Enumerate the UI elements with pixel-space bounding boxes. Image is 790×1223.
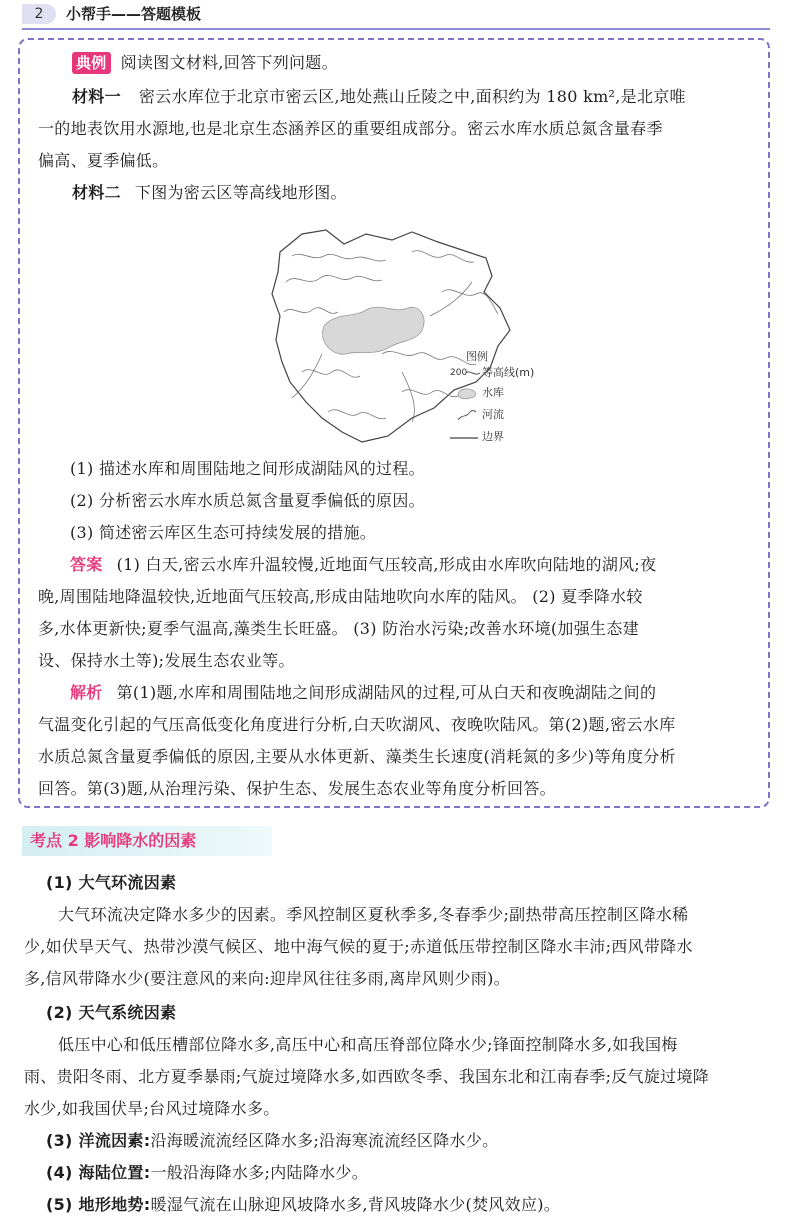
legend-title: 图例 [466,350,488,363]
section-heading-5: (5) 地形地势: [46,1195,151,1214]
section-heading-3: (3) 洋流因素: [46,1131,151,1150]
answer-label: 答案 [70,555,103,574]
legend-river-icon [456,408,478,422]
map-legend [450,350,560,446]
section-heading-1: (1) 大气环流因素 [46,873,177,892]
question-1: (1) 描述水库和周围陆地之间形成湖陆风的过程。 [70,459,425,478]
analysis-label: 解析 [70,683,103,702]
analysis-line-4: 回答。第(3)题,从治理污染、保护生态、发展生态农业等角度分析回答。 [38,779,556,798]
material1-label: 材料一 [72,87,121,106]
analysis-line-1 [70,682,656,704]
legend-reservoir-label: 水库 [482,386,504,399]
legend-contour-label: 等高线(m) [482,366,535,379]
header-title: 小帮手——答题模板 [66,5,202,23]
example-intro: 阅读图文材料,回答下列问题。 [120,53,338,72]
legend-contour [450,364,560,382]
material1-line-3: 偏高、夏季偏低。 [38,151,169,170]
legend-reservoir [450,384,560,402]
page-number: 2 [22,4,56,24]
header-rule [22,28,770,30]
section-2-line-3: 水少,如我国伏旱;台风过境降水多。 [24,1099,280,1118]
analysis-line-2: 气温变化引起的气压高低变化角度进行分析,白天吹湖风、夜晚吹陆风。第(2)题,密云水库 [38,715,676,734]
section-item-5-text: 暖湿气流在山脉迎风坡降水多,背风坡降水少(焚风效应)。 [150,1195,561,1214]
example-intro-line [72,52,338,74]
analysis-line-3: 水质总氮含量夏季偏低的原因,主要从水体更新、藻类生长速度(消耗氮的多少)等角度分析 [38,747,676,766]
answer-line-4: 设、保持水土等);发展生态农业等。 [38,651,295,670]
legend-reservoir-icon [456,386,478,400]
answer-text-1: (1) 白天,密云水库升温较慢,近地面气压较高,形成由水库吹向陆地的湖风;夜 [116,555,657,574]
section-heading-4: (4) 海陆位置: [46,1163,151,1182]
section-1-line-1: 大气环流决定降水多少的因素。季风控制区夏秋季多,冬春季少;副热带高压控制区降水稀 [58,905,689,924]
section-item-4-text: 一般沿海降水多;内陆降水少。 [150,1163,369,1182]
section-item-3 [46,1130,498,1152]
section-2-line-2: 雨、贵阳冬雨、北方夏季暴雨;气旋过境降水多,如西欧冬季、我国东北和江南春季;反气旋过境降 [24,1067,710,1086]
section-item-4 [46,1162,368,1184]
legend-border [450,428,560,446]
legend-border-label: 边界 [482,430,504,443]
page-header [0,0,790,36]
question-2: (2) 分析密云水库水质总氮含量夏季偏低的原因。 [70,491,425,510]
answer-line-2: 晚,周围陆地降温较快,近地面气压较高,形成由陆地吹向水库的陆风。 (2) 夏季降水较 [38,587,643,606]
material2-label: 材料二 [72,183,121,202]
section-1-line-3: 多,信风带降水少(要注意风的来向:迎岸风往往多雨,离岸风则少雨)。 [24,969,510,988]
section-1-line-2: 少,如伏旱天气、热带沙漠气候区、地中海气候的夏于;赤道低压带控制区降水丰沛;西风带降水 [24,937,693,956]
material2-text: 下图为密云区等高线地形图。 [134,183,347,202]
section-heading-2: (2) 天气系统因素 [46,1003,177,1022]
section-banner-text: 考点 2 影响降水的因素 [30,831,197,850]
legend-contour-icon [466,369,480,377]
section-item-5 [46,1194,560,1216]
material1-text-1: 密云水库位于北京市密云区,地处燕山丘陵之中,面积约为 180 km²,是北京唯 [138,87,686,106]
legend-contour-value: 200 [450,368,468,378]
question-3: (3) 简述密云库区生态可持续发展的措施。 [70,523,377,542]
material1-line-1 [72,86,686,108]
section-2-line-1: 低压中心和低压槽部位降水多,高压中心和高压脊部位降水少;锋面控制降水多,如我国梅 [58,1035,678,1054]
section-banner [22,826,272,856]
section-item-3-text: 沿海暖流流经区降水多;沿海寒流流经区降水少。 [150,1131,499,1150]
material2-line [72,182,347,204]
analysis-text-1: 第(1)题,水库和周围陆地之间形成湖陆风的过程,可从白天和夜晚湖陆之间的 [116,683,657,702]
legend-river [450,406,560,424]
legend-border-icon [450,436,478,440]
material1-line-2: 一的地表饮用水源地,也是北京生态涵养区的重要组成部分。密云水库水质总氮含量春季 [38,119,663,138]
example-tag: 典例 [72,52,111,74]
legend-river-label: 河流 [482,408,504,421]
answer-line-1 [70,554,656,576]
answer-line-3: 多,水体更新快;夏季气温高,藻类生长旺盛。 (3) 防治水污染;改善水环境(加强生态建 [38,619,639,638]
